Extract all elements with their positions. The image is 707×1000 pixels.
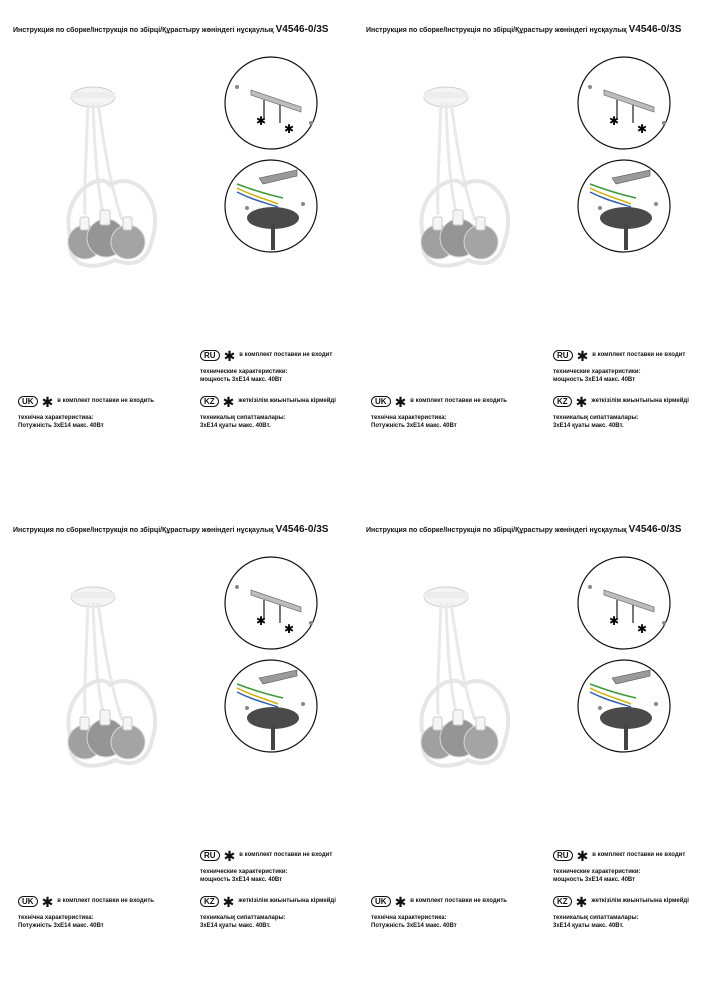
instruction-title	[13, 24, 328, 35]
uk-specs	[371, 915, 457, 930]
screw-marker-1: ✱	[609, 614, 620, 628]
uk-badge: UK	[371, 396, 391, 407]
kz-spec-value: 3хЕ14 қуаты макс. 40Вт.	[553, 922, 624, 929]
asterisk-icon: ✱	[576, 347, 589, 364]
instruction-title	[366, 524, 681, 535]
ru-badge: RU	[553, 350, 573, 361]
uk-note-text: в комплект поставки не входить	[57, 397, 154, 404]
wiring-diagram	[223, 658, 319, 754]
screw-marker-2: ✱	[637, 122, 648, 136]
instruction-title-text: Инструкция по сборке/Інструкція по збірці/Құрастыру жөніндегі нұсқаулық	[366, 527, 627, 534]
kz-specs	[553, 415, 639, 430]
ru-spec-value: мощность 3хЕ14 макс. 40Вт	[200, 876, 283, 883]
uk-specs	[18, 415, 104, 430]
wiring-diagram	[223, 158, 319, 254]
asterisk-icon: ✱	[222, 893, 235, 910]
uk-note	[18, 893, 154, 910]
ru-specs	[200, 369, 288, 384]
asterisk-icon: ✱	[575, 393, 588, 410]
ru-note	[200, 347, 333, 364]
asterisk-icon: ✱	[41, 393, 54, 410]
kz-note-text: жеткізілім жиынтығына кірмейді	[238, 397, 336, 404]
uk-note-text: в комплект поставки не входить	[410, 897, 507, 904]
ru-note-text: в комплект поставки не входит	[592, 351, 686, 358]
uk-spec-value: Потужність 3хЕ14 макс. 40Вт	[18, 922, 104, 929]
wiring-diagram	[576, 158, 672, 254]
asterisk-icon: ✱	[394, 393, 407, 410]
ru-note	[553, 347, 686, 364]
kz-note-text: жеткізілім жиынтығына кірмейді	[591, 397, 689, 404]
kz-note	[200, 893, 336, 910]
screw-marker-1: ✱	[256, 114, 267, 128]
uk-badge: UK	[18, 896, 38, 907]
uk-spec-value: Потужність 3хЕ14 макс. 40Вт	[371, 922, 457, 929]
screw-marker-1: ✱	[256, 614, 267, 628]
uk-note-text: в комплект поставки не входить	[57, 897, 154, 904]
instruction-title	[13, 524, 328, 535]
ru-spec-value: мощность 3хЕ14 макс. 40Вт	[553, 376, 636, 383]
ru-note-text: в комплект поставки не входит	[239, 351, 333, 358]
instruction-title	[366, 24, 681, 35]
model-number: V4546-0/3S	[275, 524, 329, 535]
kz-spec-label: техникалық сипаттамалары:	[553, 415, 639, 421]
instruction-panel	[0, 0, 353, 500]
ru-note	[553, 847, 686, 864]
instruction-panel	[353, 500, 706, 1000]
kz-badge: KZ	[200, 896, 219, 907]
kz-spec-value: 3хЕ14 қуаты макс. 40Вт.	[200, 422, 271, 429]
uk-note	[371, 893, 507, 910]
ru-spec-label: технические характеристики:	[200, 369, 288, 375]
lamp-illustration	[40, 70, 190, 285]
uk-spec-label: технічна характеристика:	[371, 915, 447, 921]
uk-note	[371, 393, 507, 410]
asterisk-icon: ✱	[575, 893, 588, 910]
kz-note	[553, 893, 689, 910]
kz-badge: KZ	[553, 396, 572, 407]
screw-marker-2: ✱	[284, 122, 295, 136]
instruction-title-text: Инструкция по сборке/Інструкція по збірці/Құрастыру жөніндегі нұсқаулық	[13, 527, 274, 534]
uk-specs	[18, 915, 104, 930]
ru-spec-value: мощность 3хЕ14 макс. 40Вт	[200, 376, 283, 383]
screw-marker-1: ✱	[609, 114, 620, 128]
bracket-mounting-diagram	[576, 555, 672, 651]
ru-note-text: в комплект поставки не входит	[239, 851, 333, 858]
bracket-mounting-diagram	[223, 55, 319, 151]
asterisk-icon: ✱	[223, 847, 236, 864]
kz-note-text: жеткізілім жиынтығына кірмейді	[591, 897, 689, 904]
ru-specs	[200, 869, 288, 884]
ru-specs	[553, 869, 641, 884]
kz-note-text: жеткізілім жиынтығына кірмейді	[238, 897, 336, 904]
instruction-panel	[353, 0, 706, 500]
kz-note	[200, 393, 336, 410]
uk-specs	[371, 415, 457, 430]
instruction-panel	[0, 500, 353, 1000]
uk-spec-label: технічна характеристика:	[371, 415, 447, 421]
screw-marker-2: ✱	[284, 622, 295, 636]
lamp-illustration	[393, 570, 543, 785]
kz-badge: KZ	[553, 896, 572, 907]
uk-badge: UK	[371, 896, 391, 907]
uk-spec-label: технічна характеристика:	[18, 415, 94, 421]
instruction-title-text: Инструкция по сборке/Інструкція по збірці/Құрастыру жөніндегі нұсқаулық	[13, 27, 274, 34]
ru-spec-label: технические характеристики:	[553, 369, 641, 375]
model-number: V4546-0/3S	[628, 24, 682, 35]
bracket-mounting-diagram	[223, 555, 319, 651]
ru-spec-value: мощность 3хЕ14 макс. 40Вт	[553, 876, 636, 883]
uk-badge: UK	[18, 396, 38, 407]
lamp-illustration	[40, 570, 190, 785]
ru-badge: RU	[553, 850, 573, 861]
uk-spec-label: технічна характеристика:	[18, 915, 94, 921]
asterisk-icon: ✱	[222, 393, 235, 410]
ru-badge: RU	[200, 350, 220, 361]
asterisk-icon: ✱	[223, 347, 236, 364]
kz-spec-value: 3хЕ14 қуаты макс. 40Вт.	[200, 922, 271, 929]
asterisk-icon: ✱	[41, 893, 54, 910]
lamp-illustration	[393, 70, 543, 285]
bracket-mounting-diagram	[576, 55, 672, 151]
ru-note-text: в комплект поставки не входит	[592, 851, 686, 858]
ru-spec-label: технические характеристики:	[553, 869, 641, 875]
uk-spec-value: Потужність 3хЕ14 макс. 40Вт	[18, 422, 104, 429]
asterisk-icon: ✱	[394, 893, 407, 910]
kz-spec-value: 3хЕ14 қуаты макс. 40Вт.	[553, 422, 624, 429]
kz-specs	[553, 915, 639, 930]
kz-spec-label: техникалық сипаттамалары:	[553, 915, 639, 921]
uk-spec-value: Потужність 3хЕ14 макс. 40Вт	[371, 422, 457, 429]
ru-note	[200, 847, 333, 864]
kz-specs	[200, 915, 286, 930]
kz-badge: KZ	[200, 396, 219, 407]
kz-specs	[200, 415, 286, 430]
screw-marker-2: ✱	[637, 622, 648, 636]
kz-note	[553, 393, 689, 410]
ru-spec-label: технические характеристики:	[200, 869, 288, 875]
wiring-diagram	[576, 658, 672, 754]
uk-note-text: в комплект поставки не входить	[410, 397, 507, 404]
instruction-title-text: Инструкция по сборке/Інструкція по збірці/Құрастыру жөніндегі нұсқаулық	[366, 27, 627, 34]
model-number: V4546-0/3S	[628, 524, 682, 535]
asterisk-icon: ✱	[576, 847, 589, 864]
kz-spec-label: техникалық сипаттамалары:	[200, 415, 286, 421]
model-number: V4546-0/3S	[275, 24, 329, 35]
ru-badge: RU	[200, 850, 220, 861]
ru-specs	[553, 369, 641, 384]
kz-spec-label: техникалық сипаттамалары:	[200, 915, 286, 921]
uk-note	[18, 393, 154, 410]
